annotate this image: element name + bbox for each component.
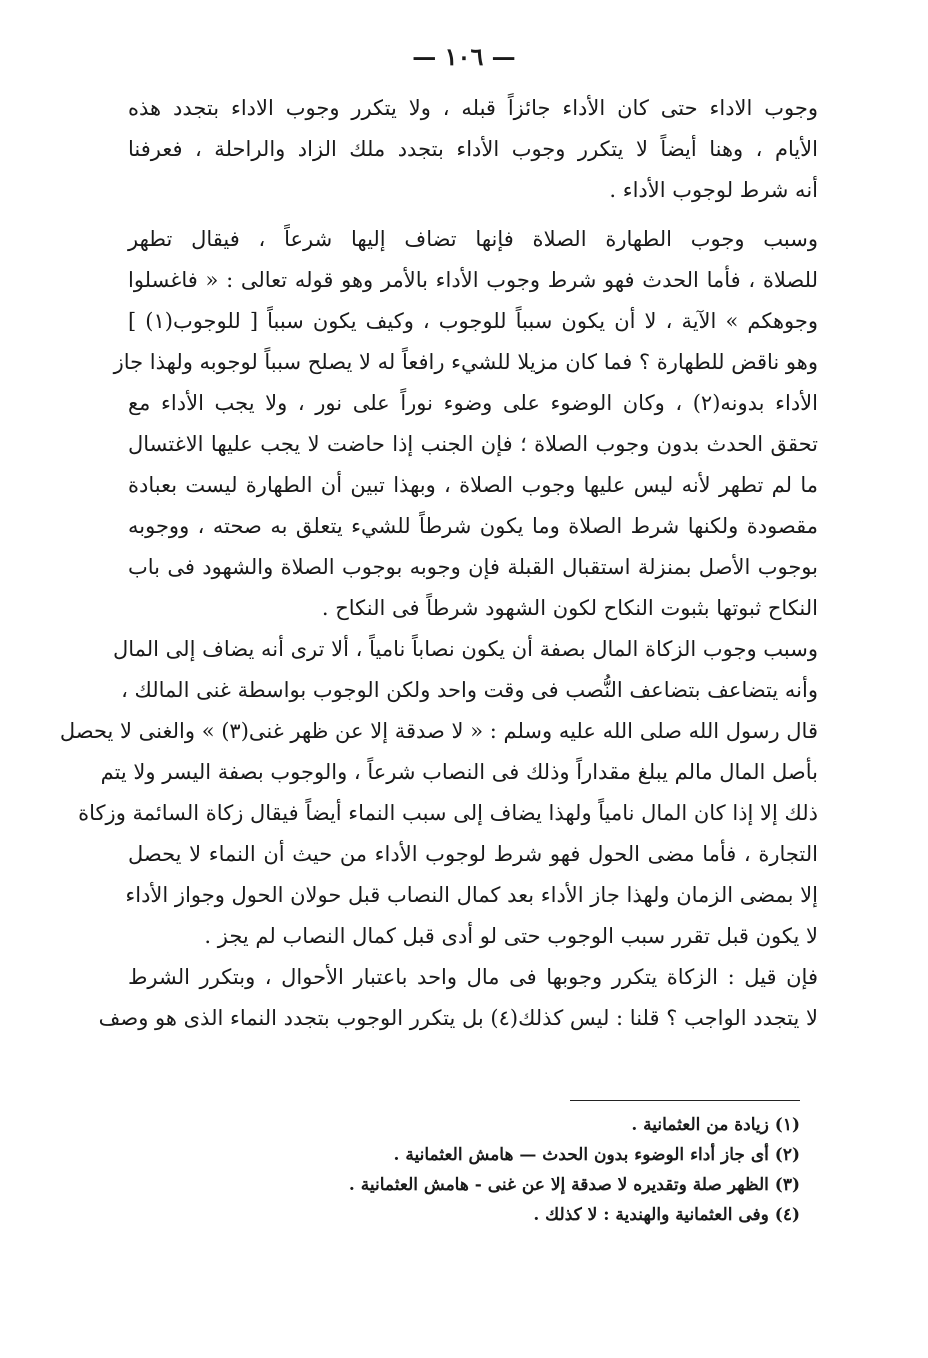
footnote: (٤) وفى العثمانية والهندية : لا كذلك .	[533, 1205, 800, 1225]
text-line: وهو ناقض للطهارة ؟ فما كان مزيلا للشيء رافعاً له لا يصلح سبباً لوجوبه ولهذا جاز	[113, 350, 818, 374]
text-line: أنه شرط لوجوب الأداء .	[609, 178, 818, 202]
body-text	[59, 88, 818, 1039]
text-line: وأنه يتضاعف بتضاعف النُّصب فى وقت واحد ولكن الوجوب بواسطة غنى المالك ،	[121, 678, 818, 702]
paragraph-2	[113, 219, 818, 629]
text-line: بأصل المال مالم يبلغ مقداراً وذلك فى النصاب شرعاً ، والوجوب بصفة اليسر ولا يتم	[100, 760, 818, 784]
footnote-divider	[570, 1100, 800, 1101]
text-line: الأداء بدونه(٢) ، وكان الوضوء على وضوء نوراً على نور ، ولا يجب الأداء مع	[128, 391, 818, 415]
text-line: التجارة ، فأما مضى الحول فهو شرط لوجوب الأداء من حيث أن النماء لا يحصل	[128, 842, 818, 866]
text-line: ذلك إلا إذا كان المال نامياً ولهذا يضاف إلى سبب النماء أيضاً فيقال زكاة السائمة وزكاة	[78, 801, 818, 825]
text-line: وجوهكم » الآية ، لا أن يكون سبباً للوجوب ، وكيف يكون سبباً [ للوجوب(١) ]	[128, 309, 818, 333]
footnotes	[110, 1110, 800, 1230]
paragraph-3	[59, 629, 818, 957]
footnote: (١) زيادة من العثمانية .	[631, 1115, 800, 1135]
text-line: بوجوب الأصل بمنزلة استقبال القبلة فإن وجوبه بوجوب الصلاة والشهود فى باب	[128, 555, 818, 579]
text-line: وجوب الاداء حتى كان الأداء جائزاً قبله ، ولا يتكرر وجوب الاداء بتجدد هذه	[128, 96, 818, 120]
text-line: وسبب وجوب الطهارة الصلاة فإنها تضاف إليها شرعاً ، فيقال تطهر	[128, 227, 818, 251]
footnote: (٣) الظهر صلة وتقديره لا صدقة إلا عن غنى - هامش العثمانية .	[348, 1175, 800, 1195]
text-line: النكاح ثبوتها بثبوت النكاح لكون الشهود شرطاً فى النكاح .	[321, 596, 818, 620]
text-line: الأيام ، وهنا أيضاً لا يتكرر وجوب الأداء بتجدد ملك الزاد والراحلة ، فعرفنا	[128, 137, 818, 161]
text-line: مقصودة ولكنها شرط الصلاة وما يكون شرطاً للشيء يتعلق به صحته ، ووجوبه	[128, 514, 818, 538]
text-line: فإن قيل : الزكاة يتكرر وجوبها فى مال واحد باعتبار الأحوال ، وبتكرر الشرط	[128, 965, 818, 989]
footnote: (٢) أى جاز أداء الوضوء بدون الحدث — هامش العثمانية .	[393, 1145, 800, 1165]
page-number: — ١٠٦ —	[412, 42, 516, 71]
text-line: للصلاة ، فأما الحدث فهو شرط وجوب الأداء بالأمر وهو قوله تعالى : « فاغسلوا	[128, 268, 818, 292]
text-line: وسبب وجوب الزكاة المال بصفة أن يكون نصاباً نامياً ، ألا ترى أنه يضاف إلى المال	[112, 637, 818, 661]
text-line: تحقق الحدث بدون وجوب الصلاة ؛ فإن الجنب إذا حاضت لا يجب عليها الاغتسال	[128, 432, 818, 456]
text-line: إلا بمضى الزمان ولهذا جاز الأداء بعد كمال النصاب قبل حولان الحول وجواز الأداء	[125, 883, 818, 907]
text-line: قال رسول الله صلى الله عليه وسلم : « لا صدقة إلا عن ظهر غنى(٣) » والغنى لا يحصل	[59, 719, 818, 743]
paragraph-1	[128, 88, 818, 211]
paragraph-4	[98, 957, 818, 1039]
text-line: لا يتجدد الواجب ؟ قلنا : ليس كذلك(٤) بل يتكرر الوجوب بتجدد النماء الذى هو وصف	[98, 1006, 818, 1030]
text-line: ما لم تطهر لأنه ليس عليها وجوب الصلاة ، وبهذا تبين أن الطهارة ليست بعبادة	[128, 473, 818, 497]
text-line: لا يكون قبل تقرر سبب الوجوب حتى لو أدى قبل كمال النصاب لم يجز .	[204, 924, 818, 948]
